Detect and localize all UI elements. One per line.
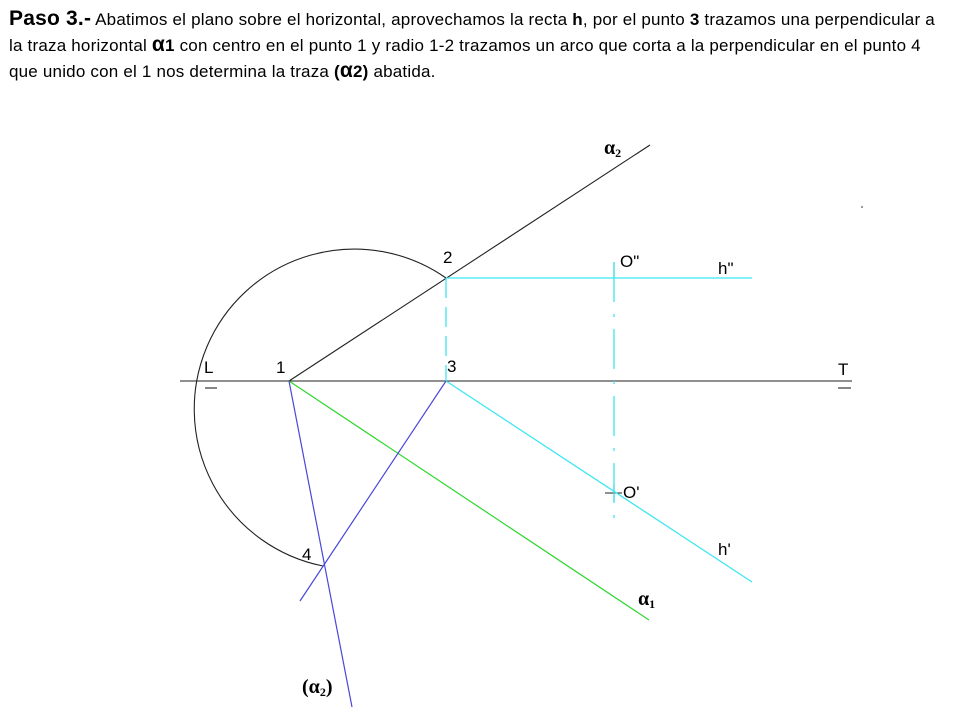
label-alpha1: α1 [638,588,656,611]
trace-alpha1 [289,381,649,620]
speck-dot [861,206,863,208]
caption-alpha1: α [151,33,166,56]
caption-alpha2-close: 2) [353,62,369,81]
label-h-double: h" [718,259,734,278]
caption-alpha1-sub: 1 [165,36,175,55]
caption-text-4: con centro en el punto 1 y radio 1-2 trazamos un arco que corta a la perpendicular en el punto 4 que unido con el 1 nos determina la traza [9,36,921,81]
trace-alpha2-abatida [289,381,352,707]
caption-text-3: trazamos una perpendicular a la traza horizontal [9,10,935,55]
caption-heading: Paso 3.- [9,7,92,30]
caption-text-2: , por el punto [582,10,690,29]
caption-text-1: Abatimos el plano sobre el horizontal, aprovechamos la recta [91,10,573,29]
caption-three: 3 [689,10,700,29]
caption-text-5: abatida. [368,62,436,81]
label-alpha2: α2 [604,137,622,160]
label-point-4: 4 [302,545,312,564]
caption-alpha2-open: ( [334,62,340,81]
line-h1 [446,381,752,582]
label-point-2: 2 [443,248,453,267]
trace-alpha2 [289,145,650,381]
label-O-single: O' [623,483,640,502]
caption-h: h [572,10,583,29]
label-alpha2-abatida: (α2) [302,676,333,699]
perpendicular-from-3 [300,381,446,601]
caption-alpha2: α [339,59,353,82]
label-point-3: 3 [447,357,457,376]
label-h-single: h' [718,540,731,559]
label-point-1: 1 [276,358,286,377]
arc-center-1 [194,249,446,566]
label-L: L [204,358,214,377]
label-O-double: O" [620,252,640,271]
label-T: T [838,360,849,379]
